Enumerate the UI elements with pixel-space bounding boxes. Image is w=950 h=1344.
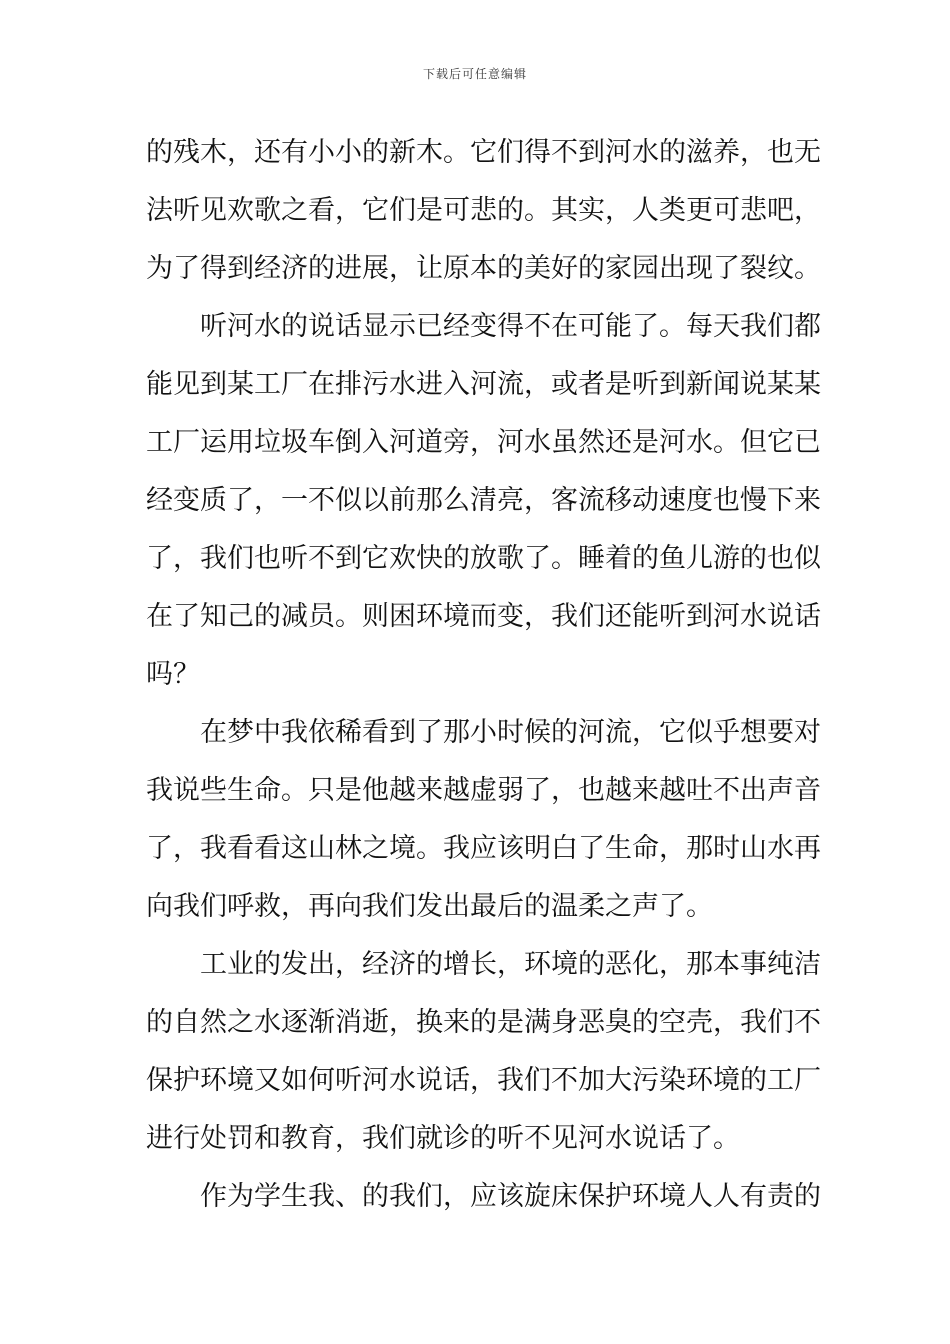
page-header-note: 下载后可任意编辑: [422, 67, 527, 81]
document-body: [146, 124, 821, 1226]
text-line: 的残木，还有小小的新木。它们得不到河水的滋养，也无: [146, 137, 821, 168]
text-line: 保护环境又如何听河水说话，我们不加大污染环境的工厂: [146, 1065, 821, 1096]
text-line: 听河水的说话显示已经变得不在可能了。每天我们都: [200, 311, 821, 342]
text-line: 为了得到经济的进展，让原本的美好的家园出现了裂纹。: [146, 253, 821, 284]
text-line: 法听见欢歌之看，它们是可悲的。其实，人类更可悲吧，: [146, 195, 821, 226]
text-line: 了，我看看这山林之境。我应该明白了生命，那时山水再: [146, 833, 821, 864]
text-line: 作为学生我、的我们，应该旋床保护环境人人有责的: [200, 1181, 821, 1212]
text-line: 能见到某工厂在排污水进入河流，或者是听到新闻说某某: [146, 369, 821, 400]
text-line: 我说些生命。只是他越来越虚弱了，也越来越吐不出声音: [146, 775, 821, 806]
text-line: 在梦中我依稀看到了那小时候的河流，它似乎想要对: [200, 717, 821, 748]
text-line: 进行处罚和教育，我们就诊的听不见河水说话了。: [146, 1123, 740, 1154]
text-line: 在了知己的减员。则困环境而变，我们还能听到河水说话: [146, 601, 821, 632]
text-line: 吗？: [146, 659, 200, 690]
text-line: 向我们呼救，再向我们发出最后的温柔之声了。: [146, 891, 713, 922]
text-line: 经变质了，一不似以前那么清亮，客流移动速度也慢下来: [146, 485, 821, 516]
text-line: 工厂运用垃圾车倒入河道旁，河水虽然还是河水。但它已: [146, 427, 821, 458]
text-line: 工业的发出，经济的增长，环境的恶化，那本事纯洁: [200, 949, 821, 980]
text-line: 了，我们也听不到它欢快的放歌了。睡着的鱼儿游的也似: [146, 543, 821, 574]
text-line: 的自然之水逐渐消逝，换来的是满身恶臭的空壳，我们不: [146, 1007, 821, 1038]
